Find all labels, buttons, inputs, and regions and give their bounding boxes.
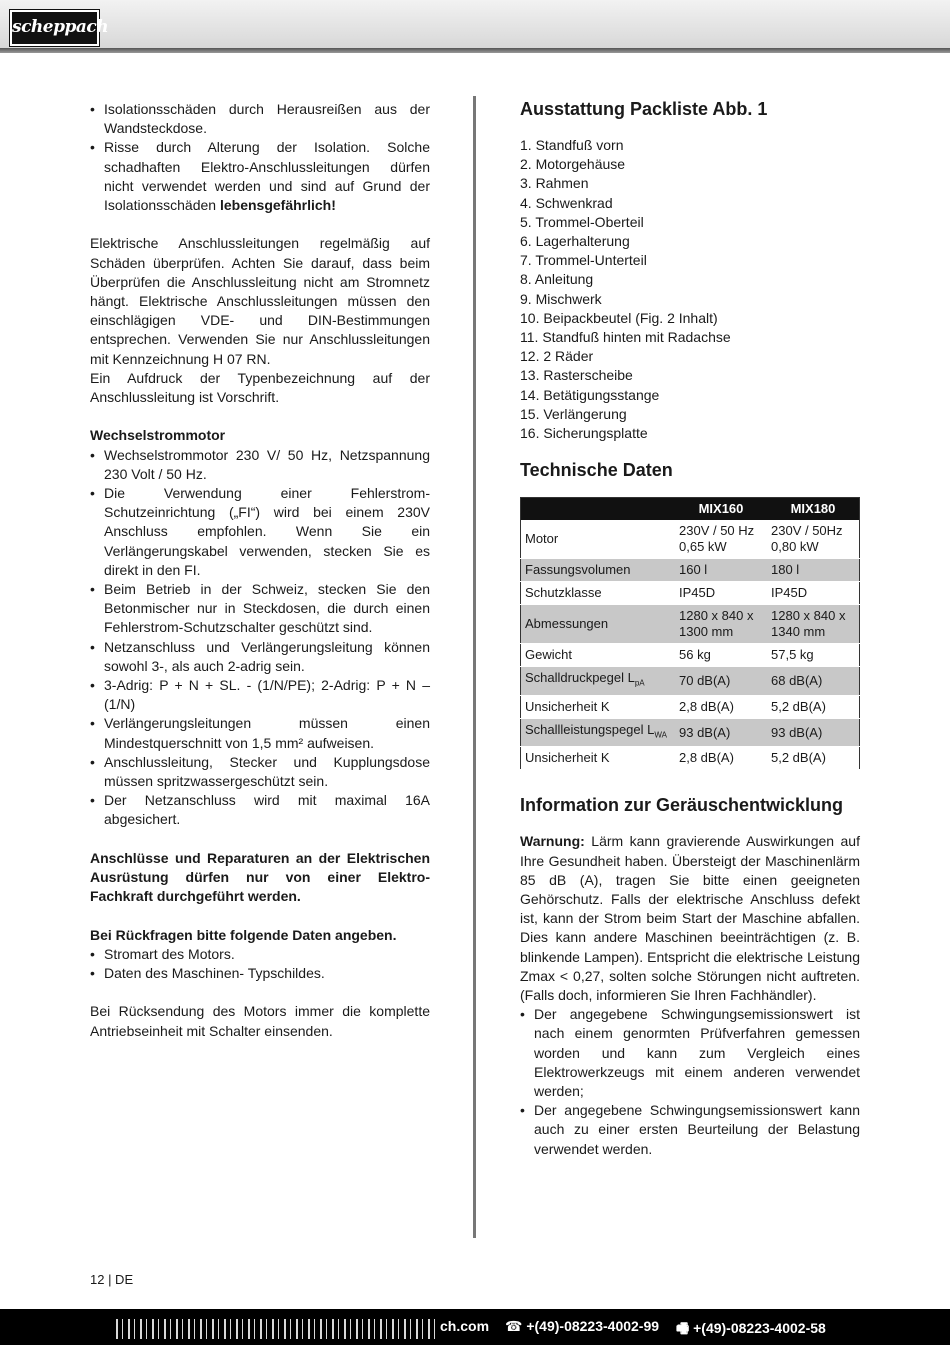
list-item: • Anschlussleitung, Stecker und Kupplungsdose müssen spritzwassergeschützt sein.	[90, 753, 430, 791]
list-item: • 3-Adrig: P + N + SL. - (1/N/PE); 2-Adrig: P + N – (1/N)	[90, 676, 430, 714]
footer-logo-graphic	[116, 1319, 436, 1339]
list-item: 7. Trommel-Unterteil	[520, 252, 647, 269]
inquiry-heading: Bei Rückfragen bitte folgende Daten angeben.	[90, 926, 397, 943]
list-item: • Die Verwendung einer Fehlerstrom-Schutzeinrichtung („FI“) wird bei einem 230V Anschluss empfohlen. Wenn Sie ein Verlängerungskabel verwenden, stecken Sie es direkt in den FI.	[90, 484, 430, 580]
left-column	[90, 100, 430, 1041]
packing-list	[520, 136, 860, 443]
table-cell-label: Motor	[521, 520, 676, 559]
list-item: • Beim Betrieb in der Schweiz, stecken Sie den Betonmischer nur in Steckdosen, die durch einen Fehlerstrom-Schutzschalter geschützt sind.	[90, 580, 430, 638]
table-body	[521, 520, 860, 770]
header-rule	[0, 48, 950, 53]
list-item: 13. Rasterscheibe	[520, 367, 633, 384]
table-cell-mix180: 1280 x 840 x 1340 mm	[767, 605, 860, 644]
list-item: 15. Verlängerung	[520, 405, 627, 422]
table-cell-mix180: 5,2 dB(A)	[767, 695, 860, 718]
insulation-damage-list	[90, 100, 430, 215]
repair-warning: Anschlüsse und Reparaturen an der Elektrischen Ausrüstung dürfen nur von einer Elektro- Fachkraft durchgeführt werden.	[90, 849, 430, 905]
list-item: • Der angegebene Schwingungsemissionswert kann auch zu einer ersten Beurteilung der Belastung verwendet werden.	[520, 1101, 860, 1159]
table-cell-label: Gewicht	[521, 644, 676, 667]
footer-website[interactable]: ch.com	[440, 1318, 490, 1334]
table-cell-label: Schalldruckpegel $L_{pA}$	[521, 667, 676, 696]
table-row	[521, 695, 860, 718]
table-cell-mix160: 160 l	[675, 559, 767, 582]
list-item: 5. Trommel-Oberteil	[520, 213, 644, 230]
technical-data-title: Technische Daten	[520, 460, 673, 481]
table-header-row	[521, 498, 860, 521]
table-header-cell: MIX180	[767, 498, 860, 521]
list-item: • Verlängerungsleitungen müssen einen Mindestquerschnitt von 1,5 mm² aufweisen.	[90, 714, 430, 752]
list-item: • Isolationsschäden durch Herausreißen aus der Wandsteckdose.	[90, 100, 430, 138]
list-item: 9. Mischwerk	[520, 290, 602, 307]
table-cell-label: Abmessungen	[521, 605, 676, 644]
table-cell-mix180: 180 l	[767, 559, 860, 582]
page-number: 12 | DE	[90, 1272, 134, 1287]
list-item: • Risse durch Alterung der Isolation. Solche schadhaften Elektro-Anschlussleitungen dürfen nicht verwendet werden und sind auf Grund der Isolationsschäden lebensgefährlich!	[90, 138, 430, 215]
right-column	[520, 96, 860, 1159]
list-item: 4. Schwenkrad	[520, 194, 613, 211]
table-cell-label: Unsicherheit K	[521, 747, 676, 770]
list-item: 12. 2 Räder	[520, 348, 594, 365]
list-item: 14. Betätigungsstange	[520, 386, 660, 403]
table-cell-mix160: IP45D	[675, 582, 767, 605]
list-item: 11. Standfuß hinten mit Radachse	[520, 329, 731, 346]
type-label-paragraph: Ein Aufdruck der Typenbezeichnung auf der Anschlussleitung ist Vorschrift.	[90, 369, 430, 406]
table-cell-mix180: 230V / 50Hz 0,80 kW	[767, 520, 860, 559]
list-item: • Daten des Maschinen- Typschildes.	[90, 964, 430, 983]
table-cell-label: Schutzklasse	[521, 582, 676, 605]
list-item: 10. Beipackbeutel (Fig. 2 Inhalt)	[520, 309, 718, 326]
table-cell-mix160: 93 dB(A)	[675, 718, 767, 747]
noise-warning-paragraph: Warnung: Lärm kann gravierende Auswirkungen auf Ihre Gesundheit haben. Übersteigt der Maschinenlärm 85 dB (A), tragen Sie bitte einen geeigneten Gehörschutz. Falls der elektrische Anschluss defekt ist, kann der Strom beim Start der Maschine abfallen. Dies kann andere Maschinen beeinträchtigen (z. B. blinkende Lampen). Entspricht die elektrische Leistung Zmax < 0,27, solten solche Störungen nicht auftreten. (Falls doch, informieren Sie Ihren Fachhändler).	[520, 833, 860, 1004]
table-cell-label: Schallleistungspegel $L_{WA}$	[521, 718, 676, 747]
table-row	[521, 644, 860, 667]
table-header-cell	[521, 498, 676, 521]
noise-info-title: Information zur Geräuschentwicklung	[520, 795, 844, 816]
return-paragraph: Bei Rücksendung des Motors immer die komplette Antriebseinheit mit Schalter einsenden.	[90, 1003, 430, 1039]
list-item: 1. Standfuß vorn	[520, 137, 624, 153]
table-row	[521, 605, 860, 644]
table-cell-mix160: 230V / 50 Hz 0,65 kW	[675, 520, 767, 559]
table-cell-mix180: 93 dB(A)	[767, 718, 860, 747]
list-item: 2. Motorgehäuse	[520, 156, 626, 173]
list-item: • Stromart des Motors.	[90, 945, 430, 964]
list-item: • Der angegebene Schwingungsemissionswert ist nach einem genormten Prüfverfahren gemessen worden und kann zum Vergleich eines Elektrowerkzeugs mit einem anderen verwendet werden;	[520, 1005, 860, 1101]
table-row	[521, 667, 860, 696]
table-cell-mix180: IP45D	[767, 582, 860, 605]
footer-fax: 🖷 +(49)-08223-4002-58	[676, 1320, 826, 1336]
table-cell-label: Unsicherheit K	[521, 695, 676, 718]
inquiry-list	[90, 945, 430, 983]
footer-phone: ☎ +(49)-08223-4002-99	[505, 1318, 660, 1334]
table-row	[521, 559, 860, 582]
table-cell-mix160: 56 kg	[675, 644, 767, 667]
table-cell-mix160: 1280 x 840 x 1300 mm	[675, 605, 767, 644]
list-item: • Der Netzanschluss wird mit maximal 16A abgesichert.	[90, 791, 430, 829]
table-cell-mix180: 68 dB(A)	[767, 667, 860, 696]
table-row	[521, 520, 860, 559]
table-cell-mix180: 57,5 kg	[767, 644, 860, 667]
motor-list	[90, 446, 430, 830]
list-item: 16. Sicherungsplatte	[520, 425, 648, 442]
table-cell-label: Fassungsvolumen	[521, 559, 676, 582]
technical-data-table	[520, 497, 860, 770]
page-header	[0, 0, 950, 48]
cable-check-paragraph: Elektrische Anschlussleitungen regelmäßig auf Schäden überprüfen. Achten Sie darauf, dass beim Überprüfen die Anschlussleitung nicht am Stromnetz hängt. Elektrische Anschlussleitungen müssen den einschlägigen VDE- und DIN-Bestimmungen entsprechen. Verwenden Sie nur Anschlussleitungen mit Kennzeichnung H 07 RN.	[90, 235, 430, 367]
table-cell-mix160: 70 dB(A)	[675, 667, 767, 696]
packing-list-title: Ausstattung Packliste Abb. 1	[520, 99, 768, 119]
motor-heading: Wechselstrommotor	[90, 427, 226, 444]
list-item: • Netzanschluss und Verlängerungsleitung können sowohl 3-, als auch 2-adrig sein.	[90, 638, 430, 676]
list-item: • Wechselstrommotor 230 V/ 50 Hz, Netzspannung 230 Volt / 50 Hz.	[90, 446, 430, 484]
vibration-list	[520, 1005, 860, 1159]
table-cell-mix160: 2,8 dB(A)	[675, 695, 767, 718]
table-row	[521, 718, 860, 747]
column-divider	[473, 96, 476, 1238]
table-cell-mix180: 5,2 dB(A)	[767, 747, 860, 770]
page-footer	[0, 1309, 950, 1345]
table-row	[521, 582, 860, 605]
scheppach-logo: scheppach	[10, 10, 99, 46]
table-header-cell: MIX160	[675, 498, 767, 521]
list-item: 3. Rahmen	[520, 175, 589, 192]
list-item: 8. Anleitung	[520, 271, 594, 288]
table-row	[521, 747, 860, 770]
table-cell-mix160: 2,8 dB(A)	[675, 747, 767, 770]
list-item: 6. Lagerhalterung	[520, 233, 630, 250]
